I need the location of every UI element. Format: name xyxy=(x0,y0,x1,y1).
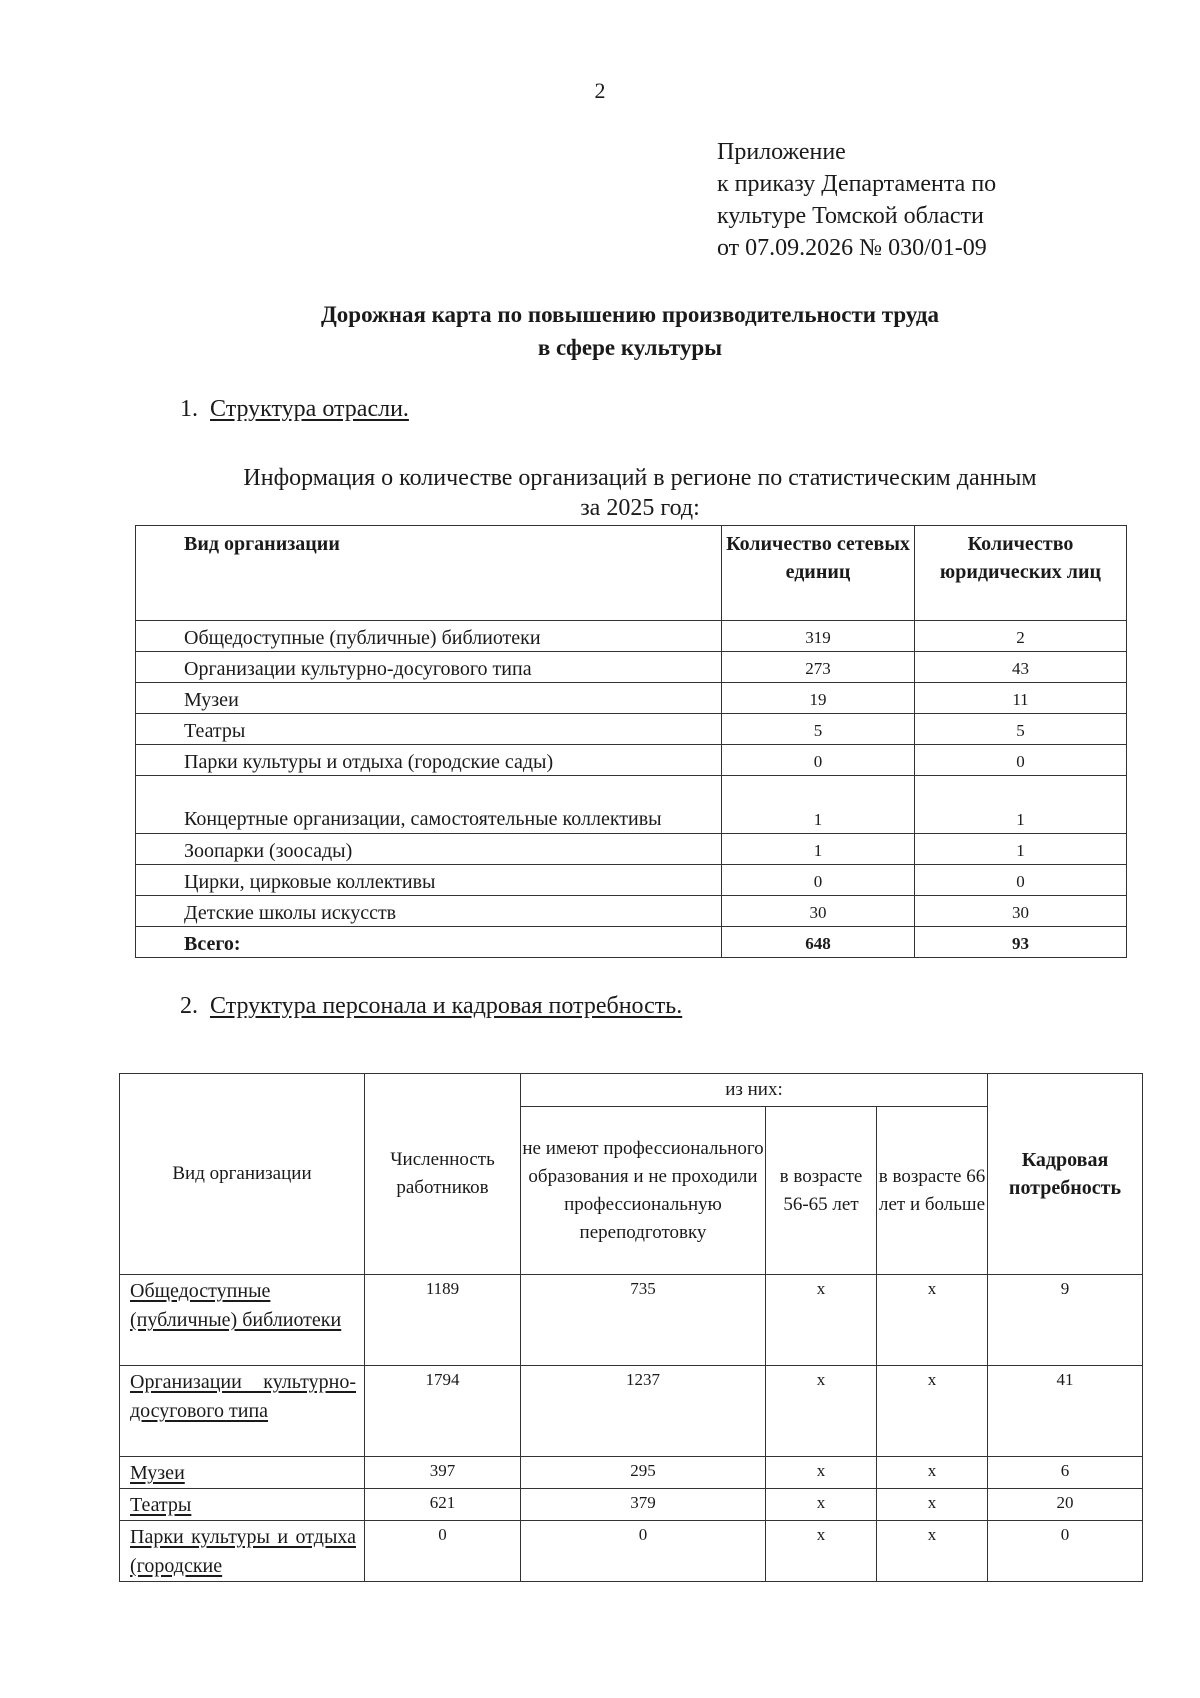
units-cell: 1 xyxy=(722,834,915,865)
organizations-table xyxy=(135,525,1127,958)
header-cell: Количество сетевых единиц xyxy=(722,526,915,621)
document-title xyxy=(0,298,1200,364)
org-type-cell: Театры xyxy=(136,714,722,745)
section-title: Структура отрасли. xyxy=(210,396,409,422)
total-label: Всего: xyxy=(136,927,722,958)
legal-cell: 0 xyxy=(915,865,1127,896)
table-row xyxy=(136,652,1127,683)
units-cell: 273 xyxy=(722,652,915,683)
table-intro xyxy=(140,463,1140,523)
units-cell: 0 xyxy=(722,865,915,896)
need-cell: 20 xyxy=(988,1489,1143,1521)
staff-table xyxy=(119,1073,1143,1582)
total-units: 648 xyxy=(722,927,915,958)
no-edu-cell: 735 xyxy=(521,1275,766,1366)
total-legal: 93 xyxy=(915,927,1127,958)
no-edu-cell: 295 xyxy=(521,1457,766,1489)
section-number: 2. xyxy=(180,993,198,1019)
header-cell: Кадровая потребность xyxy=(988,1074,1143,1275)
org-type-cell: Организации культурно-досугового типа xyxy=(136,652,722,683)
need-cell: 9 xyxy=(988,1275,1143,1366)
age-56-65-cell: х xyxy=(766,1366,877,1457)
table-row xyxy=(120,1521,1143,1582)
legal-cell: 11 xyxy=(915,683,1127,714)
legal-cell: 2 xyxy=(915,621,1127,652)
table-row xyxy=(136,683,1127,714)
table-row xyxy=(120,1275,1143,1366)
section-heading xyxy=(180,993,682,1020)
units-cell: 5 xyxy=(722,714,915,745)
header-cell: Численность работников xyxy=(365,1074,521,1275)
table-row xyxy=(136,745,1127,776)
legal-cell: 1 xyxy=(915,834,1127,865)
table-row xyxy=(120,1457,1143,1489)
age-56-65-cell: х xyxy=(766,1275,877,1366)
org-type-cell xyxy=(120,1457,365,1489)
legal-cell: 0 xyxy=(915,745,1127,776)
header-cell: в возрасте 56-65 лет xyxy=(766,1107,877,1275)
org-type-cell xyxy=(120,1521,365,1582)
age-56-65-cell: х xyxy=(766,1489,877,1521)
header-cell: Вид организации xyxy=(136,526,722,621)
page-number: 2 xyxy=(594,78,606,103)
section-heading xyxy=(180,396,409,423)
appendix-line: к приказу Департамента по xyxy=(717,171,997,197)
legal-cell: 30 xyxy=(915,896,1127,927)
count-cell: 621 xyxy=(365,1489,521,1521)
header-cell: из них: xyxy=(521,1074,988,1107)
appendix-line: Приложение xyxy=(717,139,846,165)
org-type-link-text: Общедоступные (публичные) библиотеки xyxy=(130,1280,342,1331)
units-cell: 19 xyxy=(722,683,915,714)
org-type-link-text: Театры xyxy=(130,1494,192,1516)
org-type-cell: Парки культуры и отдыха (городские сады) xyxy=(136,745,722,776)
units-cell: 319 xyxy=(722,621,915,652)
count-cell: 1189 xyxy=(365,1275,521,1366)
header-cell: Количество юридических лиц xyxy=(915,526,1127,621)
org-type-link-text: Музеи xyxy=(130,1462,185,1484)
table-row xyxy=(136,776,1127,834)
age-66-cell: х xyxy=(877,1457,988,1489)
intro-line: за 2025 год: xyxy=(580,495,700,521)
need-cell: 0 xyxy=(988,1521,1143,1582)
age-56-65-cell: х xyxy=(766,1457,877,1489)
age-66-cell: х xyxy=(877,1366,988,1457)
need-cell: 6 xyxy=(988,1457,1143,1489)
appendix-line: культуре Томской области xyxy=(717,203,984,229)
table-row xyxy=(136,896,1127,927)
table-row xyxy=(136,834,1127,865)
legal-cell: 43 xyxy=(915,652,1127,683)
age-66-cell: х xyxy=(877,1275,988,1366)
section-title: Структура персонала и кадровая потребность. xyxy=(210,993,683,1019)
org-type-cell: Концертные организации, самостоятельные коллективы xyxy=(136,776,722,834)
age-66-cell: х xyxy=(877,1489,988,1521)
units-cell: 30 xyxy=(722,896,915,927)
org-type-cell xyxy=(120,1275,365,1366)
need-cell: 41 xyxy=(988,1366,1143,1457)
appendix-block xyxy=(717,136,996,264)
org-type-cell: Музеи xyxy=(136,683,722,714)
units-cell: 1 xyxy=(722,776,915,834)
header-cell: в возрасте 66 лет и больше xyxy=(877,1107,988,1275)
age-66-cell: х xyxy=(877,1521,988,1582)
age-56-65-cell: х xyxy=(766,1521,877,1582)
table-row xyxy=(120,1366,1143,1457)
title-line: в сфере культуры xyxy=(537,335,723,360)
org-type-cell: Цирки, цирковые коллективы xyxy=(136,865,722,896)
no-edu-cell: 1237 xyxy=(521,1366,766,1457)
no-edu-cell: 379 xyxy=(521,1489,766,1521)
org-type-cell: Зоопарки (зоосады) xyxy=(136,834,722,865)
total-row xyxy=(136,927,1127,958)
org-type-link-text: Организации культурно-досугового типа xyxy=(130,1371,356,1422)
table-row xyxy=(136,621,1127,652)
org-type-link-text: Парки культуры и отдыха (городские xyxy=(130,1526,356,1577)
header-cell: Вид организации xyxy=(120,1074,365,1275)
org-type-cell xyxy=(120,1366,365,1457)
count-cell: 1794 xyxy=(365,1366,521,1457)
section-number: 1. xyxy=(180,396,198,422)
table-row xyxy=(136,714,1127,745)
appendix-line: от 07.09.2026 № 030/01-09 xyxy=(717,235,987,261)
legal-cell: 5 xyxy=(915,714,1127,745)
title-line: Дорожная карта по повышению производительности труда xyxy=(320,302,939,327)
no-edu-cell: 0 xyxy=(521,1521,766,1582)
units-cell: 0 xyxy=(722,745,915,776)
header-cell: не имеют профессионального образования и не проходили профессиональную переподготовку xyxy=(521,1107,766,1275)
legal-cell: 1 xyxy=(915,776,1127,834)
org-type-cell xyxy=(120,1489,365,1521)
intro-line: Информация о количестве организаций в регионе по статистическим данным xyxy=(243,465,1037,491)
table-row xyxy=(120,1489,1143,1521)
table-row xyxy=(136,865,1127,896)
org-type-cell: Общедоступные (публичные) библиотеки xyxy=(136,621,722,652)
table-header-row xyxy=(120,1074,1143,1107)
table-header-row xyxy=(136,526,1127,621)
count-cell: 0 xyxy=(365,1521,521,1582)
count-cell: 397 xyxy=(365,1457,521,1489)
org-type-cell: Детские школы искусств xyxy=(136,896,722,927)
